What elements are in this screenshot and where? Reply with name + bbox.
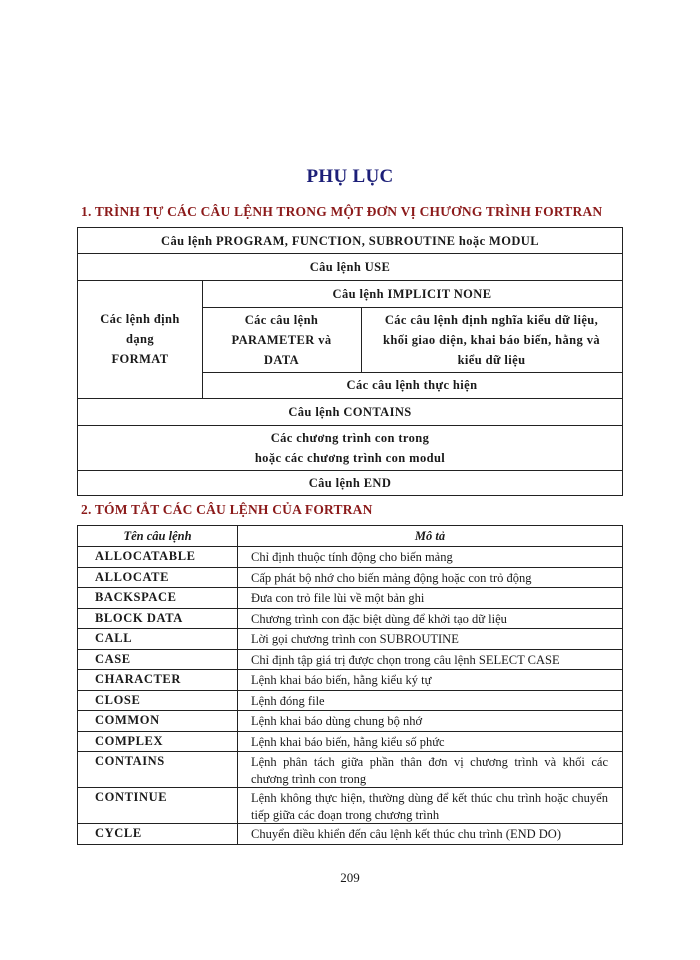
table-row	[78, 711, 623, 732]
parameter-data-cell	[202, 307, 361, 372]
statement-name: CASE	[78, 649, 238, 670]
statement-summary-table	[77, 525, 623, 845]
table-row	[78, 752, 623, 788]
statement-name: CLOSE	[78, 690, 238, 711]
parameter-line: DATA	[263, 352, 300, 367]
parameter-line: Các câu lệnh	[244, 312, 319, 327]
statement-description: Lệnh khai báo biến, hằng kiểu ký tự	[238, 670, 623, 691]
declarations-line: kiểu dữ liệu	[457, 352, 526, 367]
statement-name: BACKSPACE	[78, 588, 238, 609]
statement-description: Cấp phát bộ nhớ cho biến mảng động hoặc con trỏ động	[238, 567, 623, 588]
statement-description: Chuyển điều khiển đến câu lệnh kết thúc chu trình (END DO)	[238, 824, 623, 845]
program-unit-cell: Câu lệnh PROGRAM, FUNCTION, SUBROUTINE hoặc MODUL	[161, 233, 539, 248]
statement-description: Chương trình con đặc biệt dùng để khởi tạo dữ liệu	[238, 608, 623, 629]
statement-name: CALL	[78, 629, 238, 650]
table-row	[78, 824, 623, 845]
table-row	[78, 547, 623, 568]
statement-name: ALLOCATE	[78, 567, 238, 588]
statement-name: COMMON	[78, 711, 238, 732]
statement-description: Đưa con trỏ file lùi về một bản ghi	[238, 588, 623, 609]
table-row	[78, 567, 623, 588]
table-row	[78, 629, 623, 650]
column-header-description: Mô tả	[238, 526, 623, 547]
table-row	[78, 788, 623, 824]
statement-description: Lệnh phân tách giữa phần thân đơn vị chương trình và khối các chương trình con trong	[238, 752, 623, 788]
use-cell: Câu lệnh USE	[309, 259, 391, 274]
format-line: FORMAT	[111, 352, 169, 366]
page-title: PHỤ LỤC	[306, 166, 394, 187]
statement-description: Lệnh khai báo biến, hằng kiểu số phức	[238, 731, 623, 752]
section-heading-statement-summary: 2. TÓM TẮT CÁC CÂU LỆNH CỦA FORTRAN	[81, 502, 373, 517]
statement-name: COMPLEX	[78, 731, 238, 752]
subprograms-cell	[78, 425, 622, 470]
statement-description: Chỉ định thuộc tính động cho biến mảng	[238, 547, 623, 568]
table-row	[78, 649, 623, 670]
format-line: Các lệnh định	[100, 312, 180, 326]
statement-description: Lệnh khai báo dùng chung bộ nhớ	[238, 711, 623, 732]
statement-name: CYCLE	[78, 824, 238, 845]
statement-name: CONTAINS	[78, 752, 238, 788]
table-row	[78, 690, 623, 711]
statement-name: ALLOCATABLE	[78, 547, 238, 568]
statement-description: Lệnh đóng file	[238, 690, 623, 711]
statement-order-diagram	[77, 227, 623, 496]
table-row	[78, 608, 623, 629]
table-row	[78, 670, 623, 691]
declarations-cell	[361, 307, 622, 372]
statement-description: Lời gọi chương trình con SUBROUTINE	[238, 629, 623, 650]
table-header-row	[78, 526, 623, 547]
statement-description: Lệnh không thực hiện, thường dùng để kết thúc chu trình hoặc chuyển tiếp giữa các đoạn trong chương trình	[238, 788, 623, 824]
format-line: dạng	[125, 332, 154, 346]
section-heading-statement-order: 1. TRÌNH TỰ CÁC CÂU LỆNH TRONG MỘT ĐƠN VỊ CHƯƠNG TRÌNH FORTRAN	[81, 204, 603, 219]
table-row	[78, 731, 623, 752]
declarations-line: Các câu lệnh định nghĩa kiểu dữ liệu,	[384, 312, 599, 327]
format-cell	[78, 280, 202, 398]
contains-cell: Câu lệnh CONTAINS	[288, 404, 412, 419]
parameter-line: PARAMETER và	[231, 332, 332, 347]
table-row	[78, 588, 623, 609]
statement-name: BLOCK DATA	[78, 608, 238, 629]
subprograms-line: hoặc các chương trình con modul	[254, 450, 446, 465]
executable-cell: Các câu lệnh thực hiện	[346, 378, 478, 392]
statement-name: CONTINUE	[78, 788, 238, 824]
column-header-name: Tên câu lệnh	[78, 526, 238, 547]
page-number: 209	[340, 870, 360, 885]
subprograms-line: Các chương trình con trong	[270, 430, 430, 445]
implicit-none-cell: Câu lệnh IMPLICIT NONE	[332, 286, 492, 301]
declarations-line: khối giao diện, khai báo biến, hằng và	[382, 332, 600, 347]
end-cell: Câu lệnh END	[308, 475, 392, 490]
statement-description: Chỉ định tập giá trị được chọn trong câu lệnh SELECT CASE	[238, 649, 623, 670]
statement-name: CHARACTER	[78, 670, 238, 691]
